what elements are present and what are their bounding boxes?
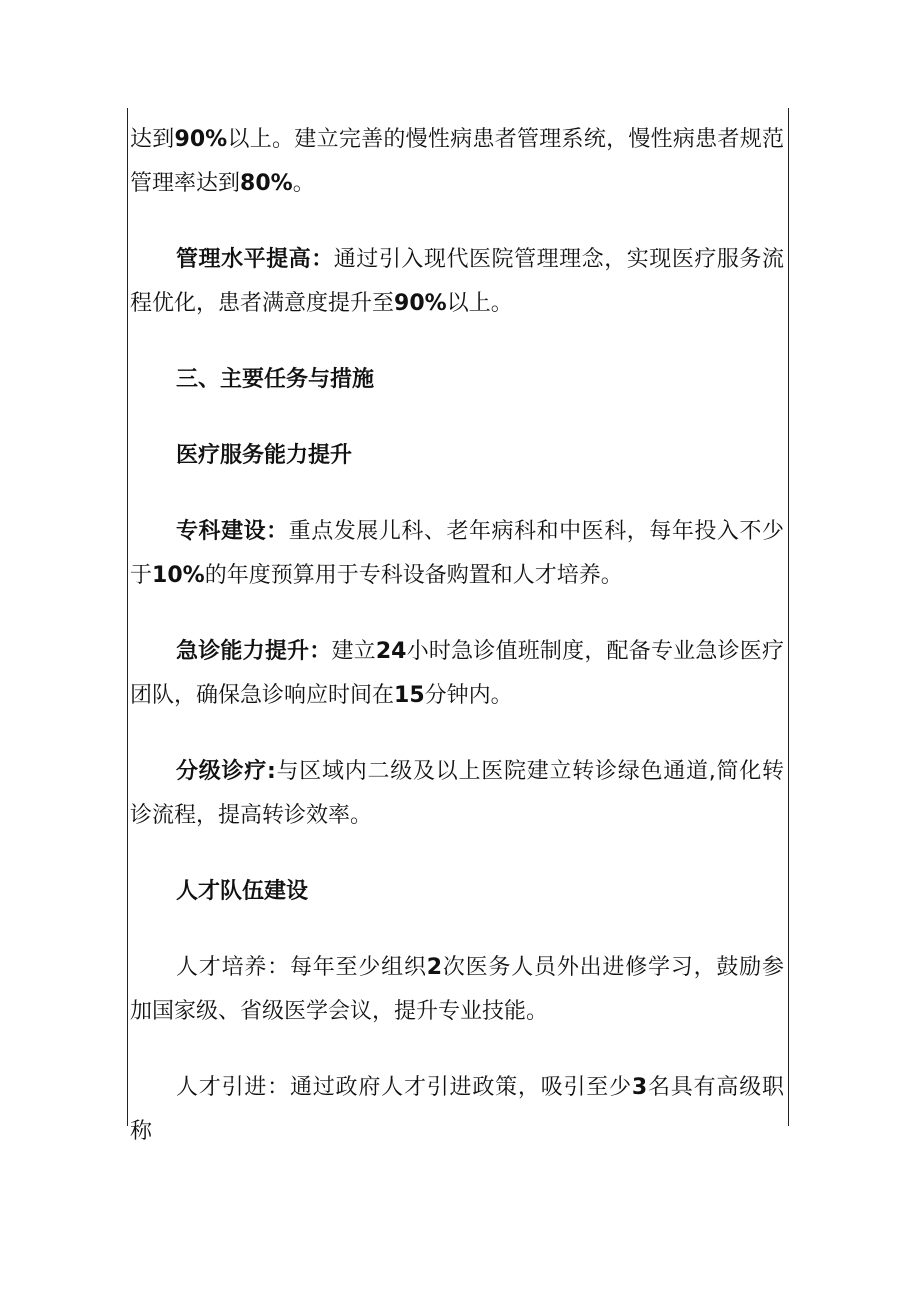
heading-text: 三、主要任务与措施 (176, 367, 375, 392)
text-run-bold: 2 (426, 955, 443, 980)
text-run: 次医务人员外出进修学习，鼓励参加国家级、省级医学会议，提升专业技能。 (130, 955, 784, 1024)
text-run-bold: 24 (375, 639, 407, 664)
paragraph-tiered-diagnosis (130, 750, 784, 838)
text-run: 重点发展儿科、老年病科和中医科，每年投入不少于 (130, 519, 784, 588)
item-label: 急诊能力提升： (176, 639, 332, 664)
section-heading-main-tasks (130, 358, 784, 402)
text-run: 人才培养：每年至少组织 (176, 955, 427, 980)
table-right-border (788, 108, 789, 1126)
text-run-bold: 3 (631, 1075, 648, 1100)
text-run-bold: 80% (240, 171, 293, 196)
text-run: 通过引入现代医院管理理念，实现医疗服务流程优化，患者满意度提升至 (130, 247, 784, 316)
paragraph-continuation-targets (130, 118, 784, 206)
text-run: 以上。 (446, 291, 513, 316)
text-run-bold: 15 (394, 683, 425, 708)
text-run: 以上。建立完善的慢性病患者管理系统，慢性病患者规范管理率达到 (130, 127, 784, 196)
text-run: 与区域内二级及以上医院建立转诊绿色通道,简化转诊流程，提高转诊效率。 (130, 759, 784, 828)
document-body (130, 118, 784, 1186)
text-run: 建立 (331, 639, 376, 664)
item-label: 专科建设： (176, 519, 289, 544)
paragraph-specialty-building (130, 510, 784, 598)
text-run: 小时急诊值班制度，配备专业急诊医疗团队，确保急诊响应时间在 (130, 639, 784, 708)
paragraph-management-level (130, 238, 784, 326)
subsection-heading-medical-service (130, 434, 784, 478)
text-run: 分钟内。 (424, 683, 513, 708)
heading-text: 人才队伍建设 (176, 879, 309, 904)
text-run-bold: 10% (152, 563, 205, 588)
text-run: 名具有高级职称 (130, 1075, 784, 1144)
paragraph-talent-training (130, 946, 784, 1034)
text-run: 人才引进：通过政府人才引进政策，吸引至少 (176, 1075, 632, 1100)
subsection-heading-talent-team (130, 870, 784, 914)
item-label: 管理水平提高： (176, 247, 334, 272)
table-left-border (127, 108, 128, 1126)
text-run-bold: 90% (394, 291, 447, 316)
heading-text: 医疗服务能力提升 (176, 443, 353, 468)
text-run: 。 (292, 171, 315, 196)
paragraph-emergency-capacity (130, 630, 784, 718)
text-run: 达到 (130, 127, 175, 152)
text-run-bold: 90% (174, 127, 228, 152)
text-run: 的年度预算用于专科设备购置和人才培养。 (204, 563, 623, 588)
item-label: 分级诊疗: (176, 759, 276, 784)
paragraph-talent-recruitment (130, 1066, 784, 1154)
